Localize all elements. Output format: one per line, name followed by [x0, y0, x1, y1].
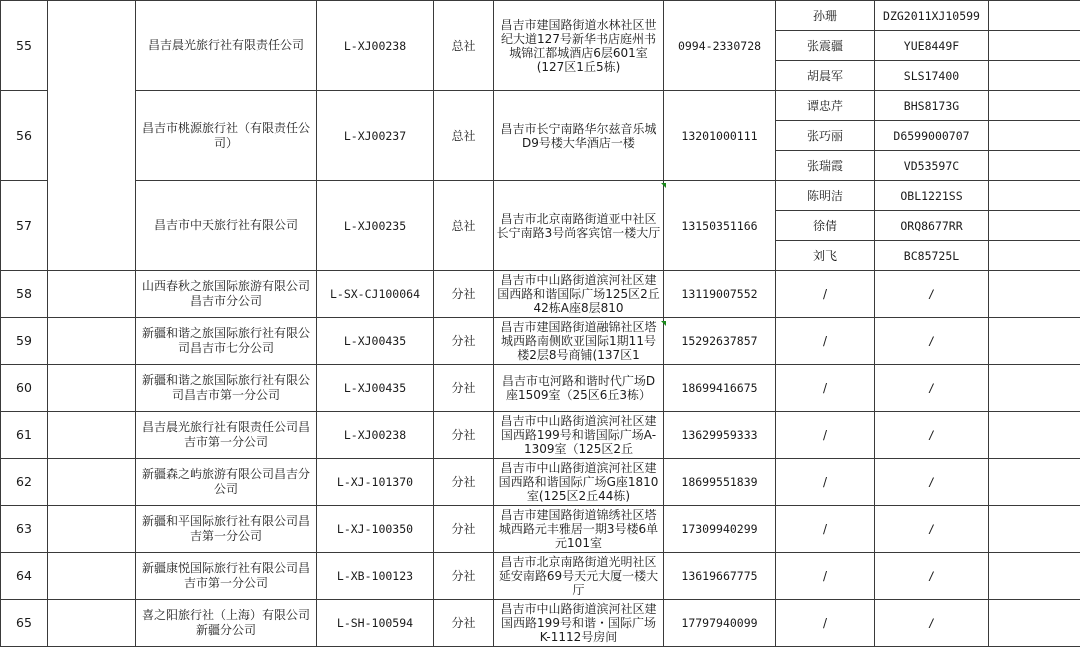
blank-cell: [48, 553, 136, 600]
agency-name: 昌吉晨光旅行社有限责任公司: [136, 1, 317, 91]
table-row: [1, 1, 1080, 31]
agency-address: 昌吉市中山路街道滨河社区建国西路199号和谐国际广场A-1309室（125区2丘: [494, 412, 664, 459]
license-number: L-XJ00235: [317, 181, 434, 271]
blank-cell: [48, 506, 136, 553]
blank-cell: [989, 181, 1080, 211]
guide-certificate: /: [875, 365, 989, 412]
agency-address: 昌吉市北京南路街道光明社区延安南路69号天元大厦一楼大厅: [494, 553, 664, 600]
table-row: [1, 412, 1080, 459]
phone-number: 0994-2330728: [664, 1, 776, 91]
agency-name: 新疆和谐之旅国际旅行社有限公司昌吉市第一分公司: [136, 365, 317, 412]
agency-name: 新疆和平国际旅行社有限公司昌吉第一分公司: [136, 506, 317, 553]
blank-cell: [989, 459, 1080, 506]
row-number: 57: [1, 181, 48, 271]
guide-certificate: /: [875, 318, 989, 365]
license-number: L-XJ-101370: [317, 459, 434, 506]
agency-name: 新疆森之屿旅游有限公司昌吉分公司: [136, 459, 317, 506]
phone-number: 13119007552: [664, 271, 776, 318]
agency-type: 分社: [434, 318, 494, 365]
guide-name: /: [776, 412, 875, 459]
table-row: [1, 600, 1080, 647]
phone-number: 15292637857: [664, 318, 776, 365]
table-row: [1, 365, 1080, 412]
guide-name: 胡晨军: [776, 61, 875, 91]
blank-cell: [48, 318, 136, 365]
agency-address: 昌吉市中山路街道滨河社区建国西路和谐国际广场G座1810室(125区2丘44栋): [494, 459, 664, 506]
guide-certificate: ORQ8677RR: [875, 211, 989, 241]
guide-name: /: [776, 506, 875, 553]
agency-type: 分社: [434, 600, 494, 647]
blank-cell: [989, 365, 1080, 412]
agency-type: 总社: [434, 91, 494, 181]
blank-cell: [48, 271, 136, 318]
agency-address: 昌吉市北京南路街道亚中社区长宁南路3号尚客宾馆一楼大厅: [494, 181, 664, 271]
guide-certificate: /: [875, 271, 989, 318]
guide-certificate: BC85725L: [875, 241, 989, 271]
agency-type: 分社: [434, 506, 494, 553]
row-number: 63: [1, 506, 48, 553]
blank-cell: [48, 365, 136, 412]
agency-type: 分社: [434, 553, 494, 600]
blank-cell: [989, 151, 1080, 181]
row-number: 59: [1, 318, 48, 365]
blank-cell: [48, 1, 136, 271]
blank-cell: [989, 271, 1080, 318]
table-row: [1, 318, 1080, 365]
guide-name: 张震疆: [776, 31, 875, 61]
row-number: 64: [1, 553, 48, 600]
guide-name: /: [776, 365, 875, 412]
guide-certificate: /: [875, 553, 989, 600]
agency-address: 昌吉市长宁南路华尔兹音乐城D9号楼大华酒店一楼: [494, 91, 664, 181]
license-number: L-XJ00238: [317, 412, 434, 459]
guide-name: 张巧丽: [776, 121, 875, 151]
row-number: 65: [1, 600, 48, 647]
license-number: L-SH-100594: [317, 600, 434, 647]
agency-type: 分社: [434, 271, 494, 318]
blank-cell: [989, 31, 1080, 61]
blank-cell: [989, 121, 1080, 151]
phone-number: 17797940099: [664, 600, 776, 647]
cell-marker-2: [661, 321, 666, 326]
table-row: [1, 459, 1080, 506]
guide-name: 陈明洁: [776, 181, 875, 211]
row-number: 61: [1, 412, 48, 459]
guide-name: 刘飞: [776, 241, 875, 271]
guide-certificate: /: [875, 459, 989, 506]
guide-name: /: [776, 553, 875, 600]
phone-number: 13619667775: [664, 553, 776, 600]
table-row: [1, 91, 1080, 121]
blank-cell: [989, 61, 1080, 91]
blank-cell: [989, 412, 1080, 459]
row-number: 55: [1, 1, 48, 91]
blank-cell: [989, 600, 1080, 647]
license-number: L-XJ00237: [317, 91, 434, 181]
agency-type: 分社: [434, 459, 494, 506]
table-row: [1, 181, 1080, 211]
phone-number: 13201000111: [664, 91, 776, 181]
agency-name: 新疆康悦国际旅行社有限公司昌吉市第一分公司: [136, 553, 317, 600]
agency-address: 昌吉市中山路街道滨河社区建国西路和谐国际广场125区2丘42栋A座8层810: [494, 271, 664, 318]
blank-cell: [48, 459, 136, 506]
license-number: L-XB-100123: [317, 553, 434, 600]
guide-name: 徐倩: [776, 211, 875, 241]
agency-name: 山西春秋之旅国际旅游有限公司昌吉市分公司: [136, 271, 317, 318]
guide-certificate: OBL1221SS: [875, 181, 989, 211]
phone-number: 13629959333: [664, 412, 776, 459]
agency-name: 昌吉晨光旅行社有限责任公司昌吉市第一分公司: [136, 412, 317, 459]
guide-certificate: /: [875, 506, 989, 553]
guide-certificate: SLS17400: [875, 61, 989, 91]
guide-name: /: [776, 459, 875, 506]
cell-marker-1: [661, 183, 666, 188]
blank-cell: [989, 318, 1080, 365]
table-row: [1, 553, 1080, 600]
guide-certificate: DZG2011XJ10599: [875, 1, 989, 31]
row-number: 56: [1, 91, 48, 181]
blank-cell: [989, 1, 1080, 31]
guide-name: /: [776, 271, 875, 318]
agency-name: 喜之阳旅行社（上海）有限公司新疆分公司: [136, 600, 317, 647]
guide-certificate: BHS8173G: [875, 91, 989, 121]
agency-type: 总社: [434, 1, 494, 91]
blank-cell: [989, 506, 1080, 553]
guide-certificate: D6599000707: [875, 121, 989, 151]
phone-number: 17309940299: [664, 506, 776, 553]
agency-name: 昌吉市中天旅行社有限公司: [136, 181, 317, 271]
license-number: L-XJ00435: [317, 365, 434, 412]
phone-number: 18699416675: [664, 365, 776, 412]
license-number: L-XJ-100350: [317, 506, 434, 553]
table-body: [1, 1, 1080, 647]
blank-cell: [48, 412, 136, 459]
phone-number: 13150351166: [664, 181, 776, 271]
blank-cell: [989, 241, 1080, 271]
table-row: [1, 506, 1080, 553]
agency-type: 分社: [434, 365, 494, 412]
row-number: 62: [1, 459, 48, 506]
row-number: 60: [1, 365, 48, 412]
license-number: L-XJ00435: [317, 318, 434, 365]
blank-cell: [989, 211, 1080, 241]
guide-certificate: /: [875, 600, 989, 647]
blank-cell: [989, 91, 1080, 121]
row-number: 58: [1, 271, 48, 318]
blank-cell: [48, 600, 136, 647]
agency-address: 昌吉市屯河路和谐时代广场D座1509室（25区6丘3栋）: [494, 365, 664, 412]
license-number: L-XJ00238: [317, 1, 434, 91]
agency-address: 昌吉市中山路街道滨河社区建国西路199号和谐・国际广场K-1112号房间: [494, 600, 664, 647]
guide-certificate: /: [875, 412, 989, 459]
agency-type: 总社: [434, 181, 494, 271]
agency-address: 昌吉市建国路街道融锦社区塔城西路南侧欧亚国际1期11号楼2层8号商铺(137区1: [494, 318, 664, 365]
license-number: L-SX-CJ100064: [317, 271, 434, 318]
guide-name: 谭忠芹: [776, 91, 875, 121]
guide-name: /: [776, 318, 875, 365]
agency-name: 昌吉市桃源旅行社（有限责任公司）: [136, 91, 317, 181]
guide-certificate: VD53597C: [875, 151, 989, 181]
agency-type: 分社: [434, 412, 494, 459]
guide-name: 孙珊: [776, 1, 875, 31]
guide-name: 张瑞霞: [776, 151, 875, 181]
guide-name: /: [776, 600, 875, 647]
table-row: [1, 271, 1080, 318]
phone-number: 18699551839: [664, 459, 776, 506]
agency-address: 昌吉市建国路街道锦绣社区塔城西路元丰雅居一期3号楼6单元101室: [494, 506, 664, 553]
agency-name: 新疆和谐之旅国际旅行社有限公司昌吉市七分公司: [136, 318, 317, 365]
agency-address: 昌吉市建国路街道水林社区世纪大道127号新华书店庭州书城锦江都城酒店6层601室(127区1丘5栋): [494, 1, 664, 91]
blank-cell: [989, 553, 1080, 600]
guide-certificate: YUE8449F: [875, 31, 989, 61]
